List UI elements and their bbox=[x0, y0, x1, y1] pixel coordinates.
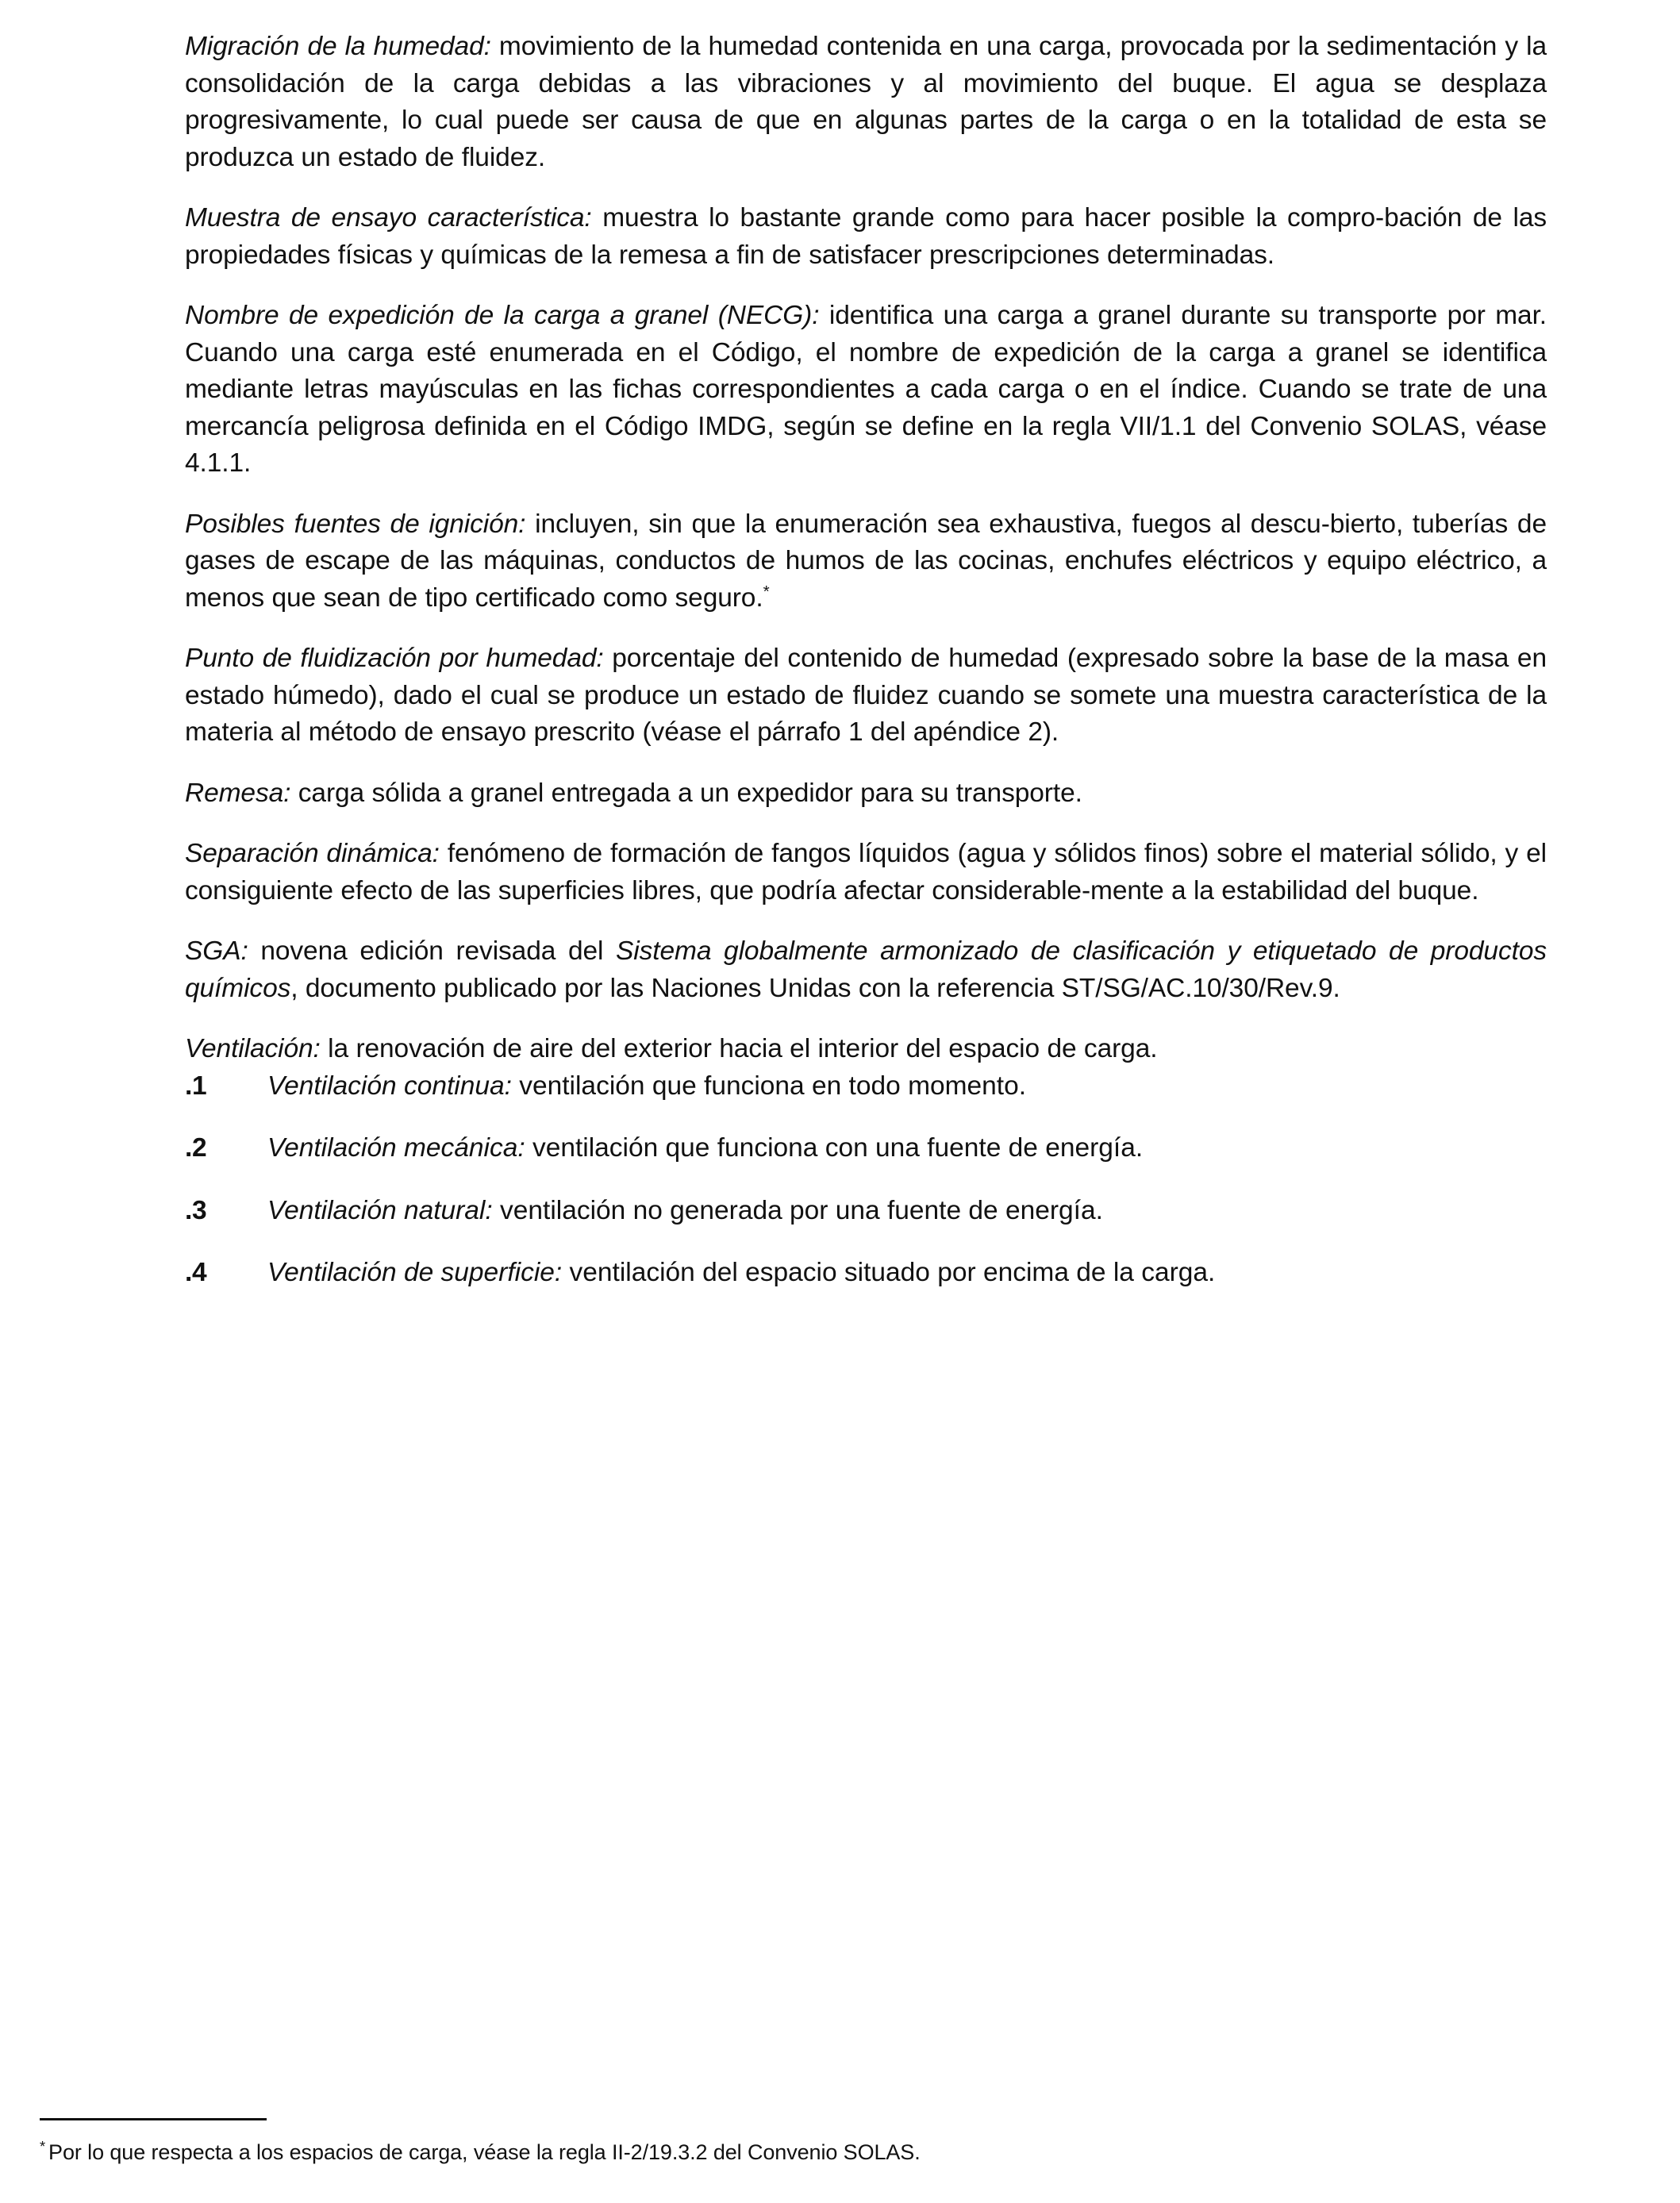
definition-body: fenómeno de formación de fangos líquidos (agua y sólidos finos) sobre el material sólido, y el consiguiente efecto de las superficies libres, que podría afectar considerable-mente a la estabilidad del buque. bbox=[185, 839, 1547, 905]
list-item bbox=[185, 1255, 1547, 1292]
definition-paragraph-separacion-dinamica bbox=[185, 836, 1547, 909]
list-item bbox=[185, 1193, 1547, 1230]
definition-paragraph-ventilacion bbox=[185, 1031, 1547, 1068]
list-item-term: Ventilación natural: bbox=[267, 1195, 493, 1225]
ventilation-subitem-list bbox=[185, 1068, 1547, 1292]
footnote bbox=[40, 2138, 1547, 2166]
definition-body: muestra lo bastante grande como para hacer posible la compro-bación de las propiedades físicas y químicas de la remesa a fin de satisfacer prescripciones determinadas. bbox=[185, 203, 1547, 270]
definition-term: Separación dinámica: bbox=[185, 839, 440, 868]
definition-paragraph-nombre-de-expedicion-necg bbox=[185, 298, 1547, 483]
list-item-body: ventilación que funciona con una fuente de energía. bbox=[525, 1133, 1144, 1163]
list-item-text bbox=[267, 1255, 1547, 1292]
definition-term: Remesa: bbox=[185, 778, 291, 808]
definition-paragraph-remesa bbox=[185, 775, 1547, 813]
list-item-number: .4 bbox=[185, 1258, 207, 1287]
definition-paragraph-punto-de-fluidizacion-por-humedad bbox=[185, 640, 1547, 752]
page-whitespace-spacer bbox=[185, 1292, 1547, 1998]
definition-body: incluyen, sin que la enumeración sea exhaustiva, fuegos al descu-bierto, tuberías de gases de escape de las máquinas, conductos de humos de las cocinas, enchufes eléctricos y equipo eléctrico, a menos que sean de tipo certificado como seguro. bbox=[185, 509, 1547, 613]
list-item-term: Ventilación continua: bbox=[267, 1071, 512, 1101]
footnote-separator-rule bbox=[40, 2118, 267, 2120]
definition-term: Punto de fluidización por humedad: bbox=[185, 644, 604, 673]
definition-body: movimiento de la humedad contenida en una carga, provocada por la sedimentación y la consolidación de la carga debidas a las vibraciones y al movimiento del buque. El agua se desplaza progresivamente, lo cual puede ser causa de que en algunas partes de la carga o en la totalidad de esta se produzca un estado de fluidez. bbox=[185, 32, 1547, 172]
definition-body: carga sólida a granel entregada a un expedidor para su transporte. bbox=[290, 778, 1082, 808]
definition-paragraph-posibles-fuentes-de-ignicion bbox=[185, 506, 1547, 617]
definition-term: Ventilación: bbox=[185, 1034, 321, 1063]
list-item-text bbox=[267, 1193, 1547, 1230]
list-item-text bbox=[267, 1130, 1547, 1167]
definition-body: la renovación de aire del exterior hacia el interior del espacio de carga. bbox=[320, 1034, 1158, 1063]
definition-term: Muestra de ensayo característica: bbox=[185, 203, 592, 233]
definition-body-after-title: , documento publicado por las Naciones Unidas con la referencia ST/SG/AC.10/30/Rev.9. bbox=[290, 973, 1340, 1003]
list-item-body: ventilación que funciona en todo momento. bbox=[511, 1071, 1027, 1101]
list-item bbox=[185, 1068, 1547, 1105]
list-item-term: Ventilación de superficie: bbox=[267, 1258, 563, 1287]
definition-body: identifica una carga a granel durante su transporte por mar. Cuando una carga esté enumerada en el Código, el nombre de expedición de la carga a granel se identifica mediante letras mayúsculas en las fichas correspondientes a cada carga o en el índice. Cuando se trate de una mercancía peligrosa definida en el Código IMDG, según se define en la regla VII/1.1 del Convenio SOLAS, véase 4.1.1. bbox=[185, 301, 1547, 478]
document-body-column bbox=[185, 29, 1547, 1998]
list-item-term: Ventilación mecánica: bbox=[267, 1133, 525, 1163]
definition-paragraph-sga bbox=[185, 933, 1547, 1007]
definition-term: Nombre de expedición de la carga a granel (NECG): bbox=[185, 301, 820, 330]
footnote-body: Por lo que respecta a los espacios de carga, véase la regla II-2/19.3.2 del Convenio SOLAS. bbox=[48, 2140, 921, 2164]
list-item-body: ventilación del espacio situado por encima de la carga. bbox=[562, 1258, 1216, 1287]
list-item-body: ventilación no generada por una fuente de energía. bbox=[492, 1195, 1103, 1225]
list-item-number: .1 bbox=[185, 1071, 207, 1101]
footnote-area bbox=[40, 2118, 1547, 2166]
list-item-text bbox=[267, 1068, 1547, 1105]
publication-title: Sistema globalmente armonizado de clasificación y etiquetado de productos químicos bbox=[185, 936, 1547, 1003]
footnote-reference-marker[interactable]: * bbox=[763, 582, 770, 601]
definition-paragraph-migracion-de-la-humedad bbox=[185, 29, 1547, 176]
list-item bbox=[185, 1130, 1547, 1167]
definition-term: Posibles fuentes de ignición: bbox=[185, 509, 526, 539]
definition-term: SGA: bbox=[185, 936, 248, 966]
definition-body: porcentaje del contenido de humedad (expresado sobre la base de la masa en estado húmedo), dado el cual se produce un estado de fluidez cuando se somete una muestra característica de la materia al método de ensayo prescrito (véase el párrafo 1 del apéndice 2). bbox=[185, 644, 1547, 747]
definition-term: Migración de la humedad: bbox=[185, 32, 491, 61]
definition-body-before-title: novena edición revisada del bbox=[248, 936, 617, 966]
list-item-number: .2 bbox=[185, 1133, 207, 1163]
footnote-marker: * bbox=[40, 2138, 46, 2155]
definition-paragraph-muestra-de-ensayo-caracteristica bbox=[185, 200, 1547, 274]
list-item-number: .3 bbox=[185, 1195, 207, 1225]
